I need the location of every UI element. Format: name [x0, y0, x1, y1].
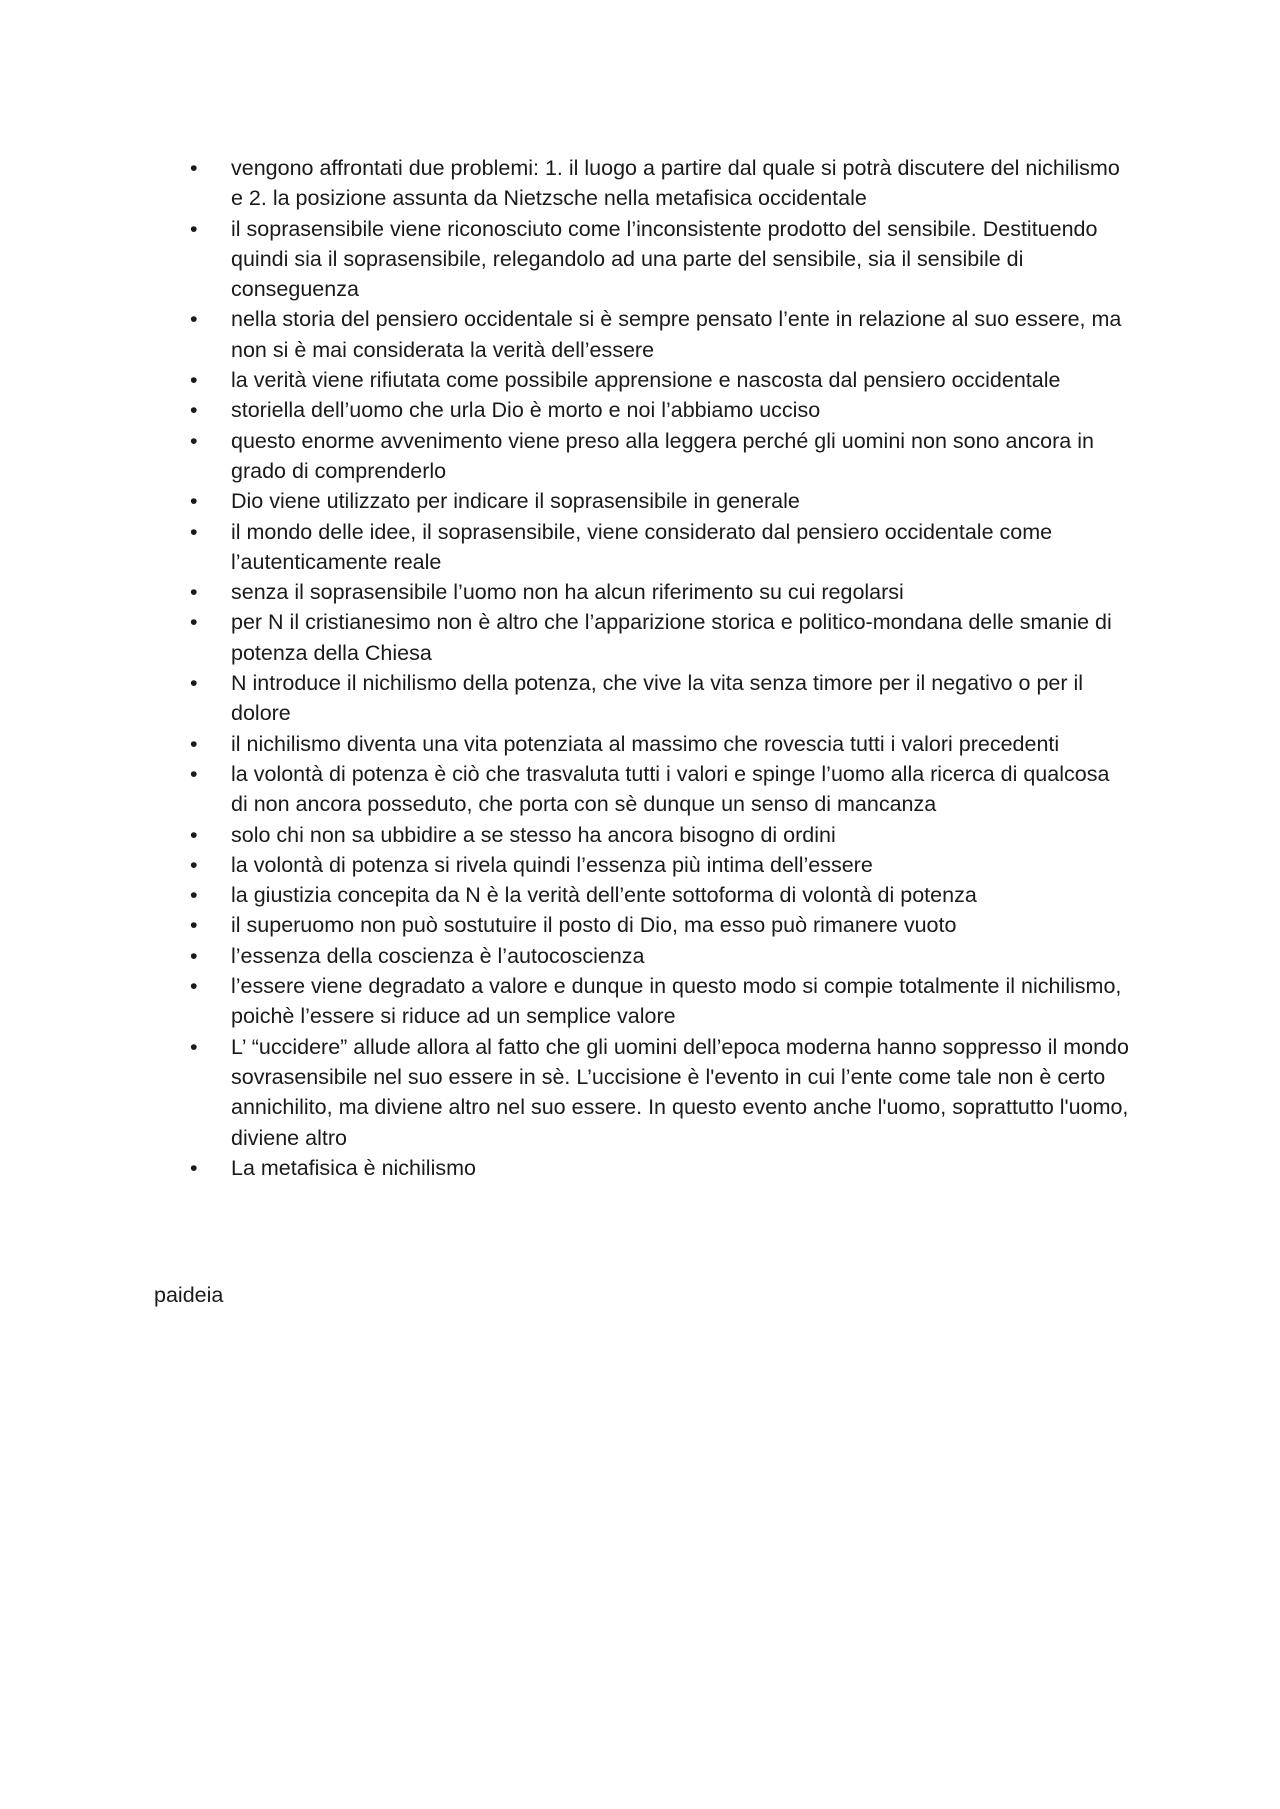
- list-item: [190, 1153, 1130, 1183]
- bullet-icon: •: [190, 307, 198, 332]
- bullet-icon: •: [190, 883, 198, 908]
- list-item: [190, 153, 1130, 214]
- list-item-text: la verità viene rifiutata come possibile apprensione e nascosta dal pensiero occidentale: [231, 368, 1061, 393]
- list-item-text: vengono affrontati due problemi: 1. il luogo a partire dal quale si potrà discutere del nichilismo e 2. la posizione assunta da Nietzsche nella metafisica occidentale: [231, 156, 1120, 211]
- bullet-icon: •: [190, 368, 198, 393]
- bullet-icon: •: [190, 761, 198, 786]
- list-item: [190, 1032, 1130, 1153]
- bullet-icon: •: [190, 731, 198, 756]
- list-item-text: l’essere viene degradato a valore e dunque in questo modo si compie totalmente il nichilismo, poichè l’essere si riduce ad un semplice valore: [231, 974, 1122, 1029]
- list-item: [190, 941, 1130, 971]
- list-item-text: il nichilismo diventa una vita potenziata al massimo che rovescia tutti i valori precedenti: [231, 731, 1060, 756]
- list-item-text: per N il cristianesimo non è altro che l’apparizione storica e politico-mondana delle smanie di potenza della Chiesa: [231, 610, 1112, 665]
- bullet-icon: •: [190, 216, 198, 241]
- list-item-text: il superuomo non può sostutuire il posto di Dio, ma esso può rimanere vuoto: [231, 913, 957, 938]
- list-item: [190, 304, 1130, 365]
- bullet-icon: •: [190, 580, 198, 605]
- list-item: [190, 486, 1130, 516]
- bullet-icon: •: [190, 1034, 198, 1059]
- list-item-text: N introduce il nichilismo della potenza, che vive la vita senza timore per il negativo o per il dolore: [231, 671, 1084, 726]
- list-item-text: L’ “uccidere” allude allora al fatto che gli uomini dell’epoca moderna hanno soppresso il mondo sovrasensibile nel suo essere in sè. L’uccisione è l'evento in cui l’ente come tale non è certo annichilito, ma diviene altro nel suo essere. In questo evento anche l'uomo, soprattutto l'uomo, diviene altro: [231, 1034, 1129, 1150]
- bullet-icon: •: [190, 610, 198, 635]
- bullet-icon: •: [190, 1155, 198, 1180]
- list-item: [190, 517, 1130, 578]
- bullet-icon: •: [190, 822, 198, 847]
- list-item: [190, 365, 1130, 395]
- list-item: [190, 820, 1130, 850]
- list-item: [190, 910, 1130, 940]
- footer-word: paideia: [154, 1283, 224, 1307]
- list-item-text: Dio viene utilizzato per indicare il soprasensibile in generale: [231, 489, 800, 514]
- bullet-icon: •: [190, 913, 198, 938]
- bullet-icon: •: [190, 156, 198, 180]
- list-item-text: nella storia del pensiero occidentale si è sempre pensato l’ente in relazione al suo essere, ma non si è mai considerata la verità dell’essere: [231, 307, 1122, 362]
- list-item-text: la volontà di potenza si rivela quindi l’essenza più intima dell’essere: [231, 852, 873, 877]
- bullet-icon: •: [190, 428, 198, 453]
- list-item-text: la volontà di potenza è ciò che trasvaluta tutti i valori e spinge l’uomo alla ricerca di qualcosa di non ancora posseduto, che porta con sè dunque un senso di mancanza: [231, 761, 1110, 817]
- list-item: [190, 607, 1130, 668]
- list-item-text: il mondo delle idee, il soprasensibile, viene considerato dal pensiero occidentale come l’autenticamente reale: [231, 519, 1053, 574]
- list-item: [190, 759, 1130, 820]
- list-item: [190, 577, 1130, 607]
- list-item: [190, 850, 1130, 880]
- list-item-text: questo enorme avvenimento viene preso alla leggera perché gli uomini non sono ancora in grado di comprenderlo: [231, 428, 1094, 483]
- bullet-icon: •: [190, 519, 198, 544]
- bullet-icon: •: [190, 943, 198, 968]
- bullet-icon: •: [190, 852, 198, 877]
- list-item-text: l’essenza della coscienza è l’autocoscienza: [231, 943, 645, 968]
- list-item-text: il soprasensibile viene riconosciuto come l’inconsistente prodotto del sensibile. Destituendo quindi sia il soprasensibile, relegandolo ad una parte del sensibile, sia il sensibile di conseguenza: [231, 216, 1098, 302]
- list-item-text: la giustizia concepita da N è la verità dell’ente sottoforma di volontà di potenza: [231, 883, 977, 908]
- list-item: [190, 395, 1130, 425]
- list-item: [190, 971, 1130, 1032]
- list-item: [190, 729, 1130, 759]
- list-item-text: senza il soprasensibile l’uomo non ha alcun riferimento su cui regolarsi: [231, 580, 904, 605]
- list-item-text: La metafisica è nichilismo: [231, 1155, 476, 1180]
- list-item-text: solo chi non sa ubbidire a se stesso ha ancora bisogno di ordini: [231, 822, 836, 847]
- list-item: [190, 668, 1130, 729]
- bullet-icon: •: [190, 398, 198, 423]
- bullet-icon: •: [190, 974, 198, 999]
- list-item: [190, 426, 1130, 487]
- list-item-text: storiella dell’uomo che urla Dio è morto e noi l’abbiamo ucciso: [231, 398, 821, 423]
- list-item: [190, 214, 1130, 305]
- list-item: [190, 880, 1130, 910]
- bullet-icon: •: [190, 671, 198, 696]
- bullet-list: [190, 153, 1130, 1183]
- bullet-icon: •: [190, 489, 198, 514]
